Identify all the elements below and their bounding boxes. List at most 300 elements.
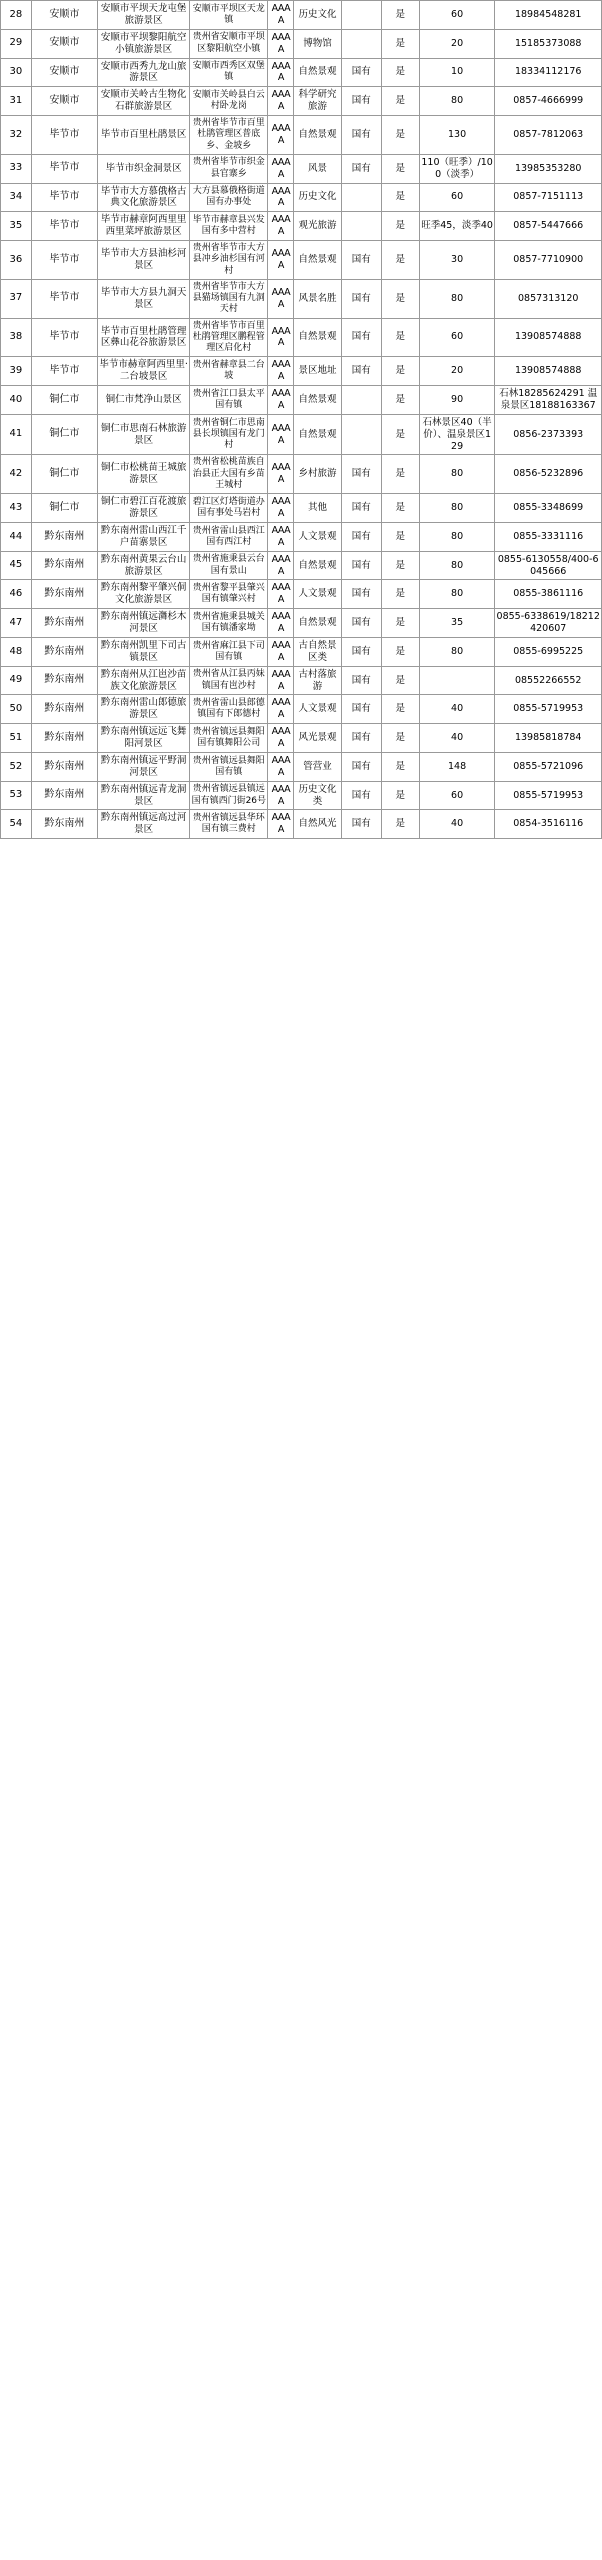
- row-city: 毕节市: [31, 154, 97, 183]
- row-address: 贵州省施秉县城关国有镇潘家坳: [190, 609, 268, 638]
- row-city: 铜仁市: [31, 386, 97, 415]
- row-phone: 0857313120: [495, 279, 602, 318]
- table-row: [1, 318, 602, 357]
- row-address: 安顺市平坝区天龙镇: [190, 1, 268, 30]
- row-open-status: 是: [381, 29, 419, 58]
- row-scenic-name: 黔东南州镇远远飞舞阳河景区: [98, 724, 190, 753]
- row-open-status: 是: [381, 609, 419, 638]
- row-open-status: 是: [381, 494, 419, 523]
- row-index: 53: [1, 781, 32, 810]
- row-phone: 15185373088: [495, 29, 602, 58]
- row-level: AAAA: [268, 87, 294, 116]
- row-city: 毕节市: [31, 116, 97, 155]
- row-open-status: 是: [381, 522, 419, 551]
- row-address: 贵州省赫章县二台坡: [190, 357, 268, 386]
- row-index: 31: [1, 87, 32, 116]
- row-level: AAAA: [268, 666, 294, 695]
- row-index: 42: [1, 455, 32, 494]
- row-scenic-name: 毕节市百里杜鹃景区: [98, 116, 190, 155]
- row-scenic-name: 黔东南州黄果云台山旅游景区: [98, 551, 190, 580]
- row-type: 风景名胜: [294, 279, 341, 318]
- row-city: 铜仁市: [31, 455, 97, 494]
- row-scenic-name: 黔东南州镇远平野洞河景区: [98, 752, 190, 781]
- row-address: 大方县慕俄格街道国有办事处: [190, 183, 268, 212]
- row-open-status: 是: [381, 58, 419, 87]
- row-address: 毕节市赫章县兴发国有多中营村: [190, 212, 268, 241]
- row-level: AAAA: [268, 752, 294, 781]
- row-ticket-price: 90: [419, 386, 495, 415]
- row-index: 32: [1, 116, 32, 155]
- table-row: [1, 1, 602, 30]
- row-open-status: 是: [381, 357, 419, 386]
- row-level: AAAA: [268, 116, 294, 155]
- row-index: 29: [1, 29, 32, 58]
- row-type: 景区地址: [294, 357, 341, 386]
- row-city: 安顺市: [31, 58, 97, 87]
- row-city: 安顺市: [31, 1, 97, 30]
- row-city: 黔东南州: [31, 666, 97, 695]
- table-body: [1, 1, 602, 839]
- row-type: 自然景观: [294, 609, 341, 638]
- row-level: AAAA: [268, 357, 294, 386]
- row-type: 自然风光: [294, 810, 341, 839]
- row-type: 自然景观: [294, 318, 341, 357]
- row-open-status: 是: [381, 154, 419, 183]
- row-address: 贵州省毕节市百里杜鹃管理区鹏程管理区启化村: [190, 318, 268, 357]
- row-phone: 13985818784: [495, 724, 602, 753]
- row-index: 28: [1, 1, 32, 30]
- row-city: 毕节市: [31, 357, 97, 386]
- row-ticket-price: 10: [419, 58, 495, 87]
- row-address: 贵州省施秉县云台国有景山: [190, 551, 268, 580]
- row-city: 黔东南州: [31, 724, 97, 753]
- row-address: 贵州省毕节市百里杜鹃管理区普底乡、金坡乡: [190, 116, 268, 155]
- row-open-status: 是: [381, 551, 419, 580]
- row-scenic-name: 安顺市平坝黎阳航空小镇旅游景区: [98, 29, 190, 58]
- row-open-status: 是: [381, 1, 419, 30]
- row-scenic-name: 毕节市织金洞景区: [98, 154, 190, 183]
- row-address: 贵州省镇远县舞阳国有镇: [190, 752, 268, 781]
- row-type: 科学研究旅游: [294, 87, 341, 116]
- table-row: [1, 637, 602, 666]
- table-row: [1, 455, 602, 494]
- row-type: 人文景观: [294, 580, 341, 609]
- row-scenic-name: 黔东南州黎平肇兴侗文化旅游景区: [98, 580, 190, 609]
- row-type: 自然景观: [294, 241, 341, 280]
- row-open-status: 是: [381, 810, 419, 839]
- row-open-status: 是: [381, 279, 419, 318]
- row-address: 安顺市西秀区双堡镇: [190, 58, 268, 87]
- row-type: 风景: [294, 154, 341, 183]
- row-ownership: 国有: [341, 522, 381, 551]
- row-ticket-price: 40: [419, 810, 495, 839]
- table-row: [1, 29, 602, 58]
- row-index: 54: [1, 810, 32, 839]
- table-row: [1, 212, 602, 241]
- table-row: [1, 695, 602, 724]
- row-level: AAAA: [268, 810, 294, 839]
- row-ownership: 国有: [341, 455, 381, 494]
- row-index: 41: [1, 414, 32, 455]
- row-ticket-price: [419, 666, 495, 695]
- table-row: [1, 810, 602, 839]
- row-index: 43: [1, 494, 32, 523]
- table-row: [1, 279, 602, 318]
- row-city: 黔东南州: [31, 695, 97, 724]
- row-level: AAAA: [268, 318, 294, 357]
- row-address: 贵州省镇远县华环国有镇三费村: [190, 810, 268, 839]
- table-row: [1, 781, 602, 810]
- row-ownership: 国有: [341, 724, 381, 753]
- row-level: AAAA: [268, 154, 294, 183]
- row-phone: 13908574888: [495, 357, 602, 386]
- row-ownership: [341, 386, 381, 415]
- row-index: 30: [1, 58, 32, 87]
- row-type: 历史文化: [294, 183, 341, 212]
- row-ownership: 国有: [341, 279, 381, 318]
- row-scenic-name: 毕节市百里杜鹃管理区彝山花谷旅游景区: [98, 318, 190, 357]
- row-open-status: 是: [381, 116, 419, 155]
- row-ticket-price: 80: [419, 279, 495, 318]
- row-scenic-name: 安顺市平坝天龙屯堡旅游景区: [98, 1, 190, 30]
- row-address: 贵州省从江县丙妹镇国有岜沙村: [190, 666, 268, 695]
- row-level: AAAA: [268, 580, 294, 609]
- row-ticket-price: 60: [419, 183, 495, 212]
- row-scenic-name: 黔东南州从江岜沙苗族文化旅游景区: [98, 666, 190, 695]
- row-ownership: 国有: [341, 318, 381, 357]
- row-type: 自然景观: [294, 551, 341, 580]
- row-ticket-price: 20: [419, 29, 495, 58]
- row-level: AAAA: [268, 695, 294, 724]
- table-row: [1, 241, 602, 280]
- row-phone: 0855-3331116: [495, 522, 602, 551]
- table-row: [1, 724, 602, 753]
- row-ownership: 国有: [341, 87, 381, 116]
- row-ticket-price: 20: [419, 357, 495, 386]
- row-ticket-price: 130: [419, 116, 495, 155]
- row-address: 贵州省雷山县西江国有西江村: [190, 522, 268, 551]
- row-ticket-price: 60: [419, 318, 495, 357]
- row-ticket-price: 80: [419, 637, 495, 666]
- scenic-spots-table: [0, 0, 602, 839]
- row-ownership: 国有: [341, 609, 381, 638]
- row-address: 贵州省毕节市大方县猫场镇国有九洞天村: [190, 279, 268, 318]
- row-level: AAAA: [268, 522, 294, 551]
- row-scenic-name: 毕节市赫章阿西里里西里菜坪旅游景区: [98, 212, 190, 241]
- row-city: 毕节市: [31, 279, 97, 318]
- row-open-status: 是: [381, 318, 419, 357]
- row-city: 黔东南州: [31, 752, 97, 781]
- row-type: 自然景观: [294, 386, 341, 415]
- row-ownership: 国有: [341, 58, 381, 87]
- row-open-status: 是: [381, 724, 419, 753]
- row-phone: 0857-7710900: [495, 241, 602, 280]
- row-city: 黔东南州: [31, 609, 97, 638]
- row-type: 自然景观: [294, 116, 341, 155]
- row-ownership: [341, 414, 381, 455]
- row-type: 其他: [294, 494, 341, 523]
- row-phone: 18984548281: [495, 1, 602, 30]
- row-index: 52: [1, 752, 32, 781]
- row-address: 贵州省麻江县下司国有镇: [190, 637, 268, 666]
- row-ticket-price: 60: [419, 781, 495, 810]
- row-ticket-price: 148: [419, 752, 495, 781]
- row-index: 47: [1, 609, 32, 638]
- row-scenic-name: 毕节市大方县九洞天景区: [98, 279, 190, 318]
- table-row: [1, 609, 602, 638]
- row-open-status: 是: [381, 637, 419, 666]
- table-row: [1, 494, 602, 523]
- row-index: 33: [1, 154, 32, 183]
- row-address: 贵州省安顺市平坝区黎阳航空小镇: [190, 29, 268, 58]
- row-ticket-price: 60: [419, 1, 495, 30]
- row-address: 贵州省松桃苗族自治县正大国有乡苗王城村: [190, 455, 268, 494]
- row-type: 古村落旅游: [294, 666, 341, 695]
- row-phone: 0857-4666999: [495, 87, 602, 116]
- row-level: AAAA: [268, 414, 294, 455]
- row-index: 44: [1, 522, 32, 551]
- scenic-spots-table-sheet: [0, 0, 602, 839]
- row-address: 安顺市关岭县白云村卧龙岗: [190, 87, 268, 116]
- table-row: [1, 357, 602, 386]
- row-phone: 0856-5232896: [495, 455, 602, 494]
- row-type: 自然景观: [294, 414, 341, 455]
- row-phone: 0855-5719953: [495, 695, 602, 724]
- row-ticket-price: 80: [419, 580, 495, 609]
- row-ticket-price: 40: [419, 724, 495, 753]
- row-phone: 0855-5721096: [495, 752, 602, 781]
- row-index: 40: [1, 386, 32, 415]
- row-address: 贵州省雷山县郎德镇国有下郎德村: [190, 695, 268, 724]
- row-level: AAAA: [268, 183, 294, 212]
- row-level: AAAA: [268, 58, 294, 87]
- row-ownership: 国有: [341, 752, 381, 781]
- row-phone: 石林18285624291 温泉景区18188163367: [495, 386, 602, 415]
- row-city: 安顺市: [31, 87, 97, 116]
- row-level: AAAA: [268, 29, 294, 58]
- row-ownership: 国有: [341, 116, 381, 155]
- row-address: 贵州省江口县太平国有镇: [190, 386, 268, 415]
- row-open-status: 是: [381, 580, 419, 609]
- row-open-status: 是: [381, 212, 419, 241]
- row-ownership: [341, 183, 381, 212]
- row-open-status: 是: [381, 752, 419, 781]
- row-level: AAAA: [268, 279, 294, 318]
- row-index: 38: [1, 318, 32, 357]
- row-scenic-name: 铜仁市思南石林旅游景区: [98, 414, 190, 455]
- row-scenic-name: 黔东南州镇远青龙洞景区: [98, 781, 190, 810]
- row-address: 碧江区灯塔街道办国有事处马岩村: [190, 494, 268, 523]
- row-address: 贵州省镇远县舞阳国有镇舞阳公司: [190, 724, 268, 753]
- row-ownership: [341, 29, 381, 58]
- row-address: 贵州省铜仁市思南县长坝镇国有龙门村: [190, 414, 268, 455]
- row-type: 风光景观: [294, 724, 341, 753]
- table-row: [1, 386, 602, 415]
- row-phone: 0855-6995225: [495, 637, 602, 666]
- row-type: 古自然景区类: [294, 637, 341, 666]
- row-address: 贵州省毕节市大方县冲乡油杉国有河村: [190, 241, 268, 280]
- table-row: [1, 752, 602, 781]
- row-level: AAAA: [268, 724, 294, 753]
- row-phone: 0855-6130558/400-6045666: [495, 551, 602, 580]
- row-scenic-name: 黔东南州镇远㵲杉木河景区: [98, 609, 190, 638]
- row-scenic-name: 安顺市关岭古生物化石群旅游景区: [98, 87, 190, 116]
- row-open-status: 是: [381, 183, 419, 212]
- table-row: [1, 666, 602, 695]
- row-index: 49: [1, 666, 32, 695]
- row-ownership: [341, 1, 381, 30]
- row-city: 黔东南州: [31, 580, 97, 609]
- row-city: 黔东南州: [31, 522, 97, 551]
- row-index: 46: [1, 580, 32, 609]
- row-level: AAAA: [268, 241, 294, 280]
- table-row: [1, 551, 602, 580]
- row-type: 历史文化类: [294, 781, 341, 810]
- row-ownership: 国有: [341, 637, 381, 666]
- row-phone: 0855-3861116: [495, 580, 602, 609]
- row-scenic-name: 毕节市赫章阿西里里·二台坡景区: [98, 357, 190, 386]
- row-type: 博物馆: [294, 29, 341, 58]
- row-open-status: 是: [381, 455, 419, 494]
- row-scenic-name: 黔东南州凯里下司古镇景区: [98, 637, 190, 666]
- row-level: AAAA: [268, 637, 294, 666]
- row-phone: 0857-5447666: [495, 212, 602, 241]
- row-phone: 13908574888: [495, 318, 602, 357]
- table-row: [1, 522, 602, 551]
- row-level: AAAA: [268, 386, 294, 415]
- row-city: 毕节市: [31, 212, 97, 241]
- row-ownership: 国有: [341, 494, 381, 523]
- row-ownership: 国有: [341, 666, 381, 695]
- row-index: 34: [1, 183, 32, 212]
- table-row: [1, 87, 602, 116]
- row-type: 管营业: [294, 752, 341, 781]
- row-scenic-name: 安顺市西秀九龙山旅游景区: [98, 58, 190, 87]
- row-ownership: 国有: [341, 580, 381, 609]
- row-ticket-price: 80: [419, 551, 495, 580]
- table-row: [1, 414, 602, 455]
- row-ownership: 国有: [341, 357, 381, 386]
- row-phone: 13985353280: [495, 154, 602, 183]
- row-city: 黔东南州: [31, 551, 97, 580]
- row-ownership: 国有: [341, 810, 381, 839]
- row-level: AAAA: [268, 494, 294, 523]
- row-phone: 0855-5719953: [495, 781, 602, 810]
- row-open-status: 是: [381, 666, 419, 695]
- row-ownership: 国有: [341, 781, 381, 810]
- row-scenic-name: 黔东南州雷山郎德旅游景区: [98, 695, 190, 724]
- row-open-status: 是: [381, 241, 419, 280]
- table-row: [1, 580, 602, 609]
- row-address: 贵州省黎平县肇兴国有镇肇兴村: [190, 580, 268, 609]
- row-city: 黔东南州: [31, 637, 97, 666]
- row-type: 乡村旅游: [294, 455, 341, 494]
- row-scenic-name: 毕节市大方县油杉河景区: [98, 241, 190, 280]
- row-type: 人文景观: [294, 522, 341, 551]
- row-ownership: 国有: [341, 695, 381, 724]
- row-level: AAAA: [268, 781, 294, 810]
- row-city: 毕节市: [31, 241, 97, 280]
- row-phone: 0855-6338619/18212420607: [495, 609, 602, 638]
- row-level: AAAA: [268, 551, 294, 580]
- row-type: 历史文化: [294, 1, 341, 30]
- row-address: 贵州省毕节市织金县官寨乡: [190, 154, 268, 183]
- row-index: 37: [1, 279, 32, 318]
- row-open-status: 是: [381, 87, 419, 116]
- row-open-status: 是: [381, 781, 419, 810]
- row-scenic-name: 铜仁市碧江百花渡旅游景区: [98, 494, 190, 523]
- table-row: [1, 154, 602, 183]
- row-index: 45: [1, 551, 32, 580]
- row-index: 39: [1, 357, 32, 386]
- row-ticket-price: 30: [419, 241, 495, 280]
- row-open-status: 是: [381, 414, 419, 455]
- row-city: 铜仁市: [31, 414, 97, 455]
- row-phone: 08552266552: [495, 666, 602, 695]
- row-ownership: [341, 212, 381, 241]
- row-ticket-price: 80: [419, 87, 495, 116]
- row-open-status: 是: [381, 386, 419, 415]
- row-city: 黔东南州: [31, 781, 97, 810]
- row-phone: 0855-3348699: [495, 494, 602, 523]
- row-type: 人文景观: [294, 695, 341, 724]
- row-level: AAAA: [268, 212, 294, 241]
- row-address: 贵州省镇远县镇远国有镇西门街26号: [190, 781, 268, 810]
- row-phone: 0857-7151113: [495, 183, 602, 212]
- row-index: 36: [1, 241, 32, 280]
- row-ownership: 国有: [341, 551, 381, 580]
- row-ownership: 国有: [341, 154, 381, 183]
- row-scenic-name: 铜仁市松桃苗王城旅游景区: [98, 455, 190, 494]
- table-row: [1, 116, 602, 155]
- row-index: 35: [1, 212, 32, 241]
- row-city: 毕节市: [31, 318, 97, 357]
- row-phone: 0854-3516116: [495, 810, 602, 839]
- row-ticket-price: 35: [419, 609, 495, 638]
- row-scenic-name: 黔东南州镇远高过河景区: [98, 810, 190, 839]
- row-ticket-price: 80: [419, 455, 495, 494]
- row-ticket-price: 110（旺季）/100（淡季）: [419, 154, 495, 183]
- row-ticket-price: 旺季45，淡季40: [419, 212, 495, 241]
- table-row: [1, 183, 602, 212]
- row-index: 51: [1, 724, 32, 753]
- table-row: [1, 58, 602, 87]
- row-level: AAAA: [268, 609, 294, 638]
- row-type: 观光旅游: [294, 212, 341, 241]
- row-city: 毕节市: [31, 183, 97, 212]
- row-open-status: 是: [381, 695, 419, 724]
- row-phone: 0856-2373393: [495, 414, 602, 455]
- row-ticket-price: 80: [419, 494, 495, 523]
- row-index: 48: [1, 637, 32, 666]
- row-scenic-name: 黔东南州雷山西江千户苗寨景区: [98, 522, 190, 551]
- row-phone: 18334112176: [495, 58, 602, 87]
- row-level: AAAA: [268, 1, 294, 30]
- row-scenic-name: 毕节市大方慕俄格古典文化旅游景区: [98, 183, 190, 212]
- row-scenic-name: 铜仁市梵净山景区: [98, 386, 190, 415]
- row-city: 铜仁市: [31, 494, 97, 523]
- row-level: AAAA: [268, 455, 294, 494]
- row-ticket-price: 80: [419, 522, 495, 551]
- row-ticket-price: 40: [419, 695, 495, 724]
- row-ownership: 国有: [341, 241, 381, 280]
- row-city: 黔东南州: [31, 810, 97, 839]
- row-type: 自然景观: [294, 58, 341, 87]
- row-phone: 0857-7812063: [495, 116, 602, 155]
- row-ticket-price: 石林景区40（半价）、温泉景区129: [419, 414, 495, 455]
- row-index: 50: [1, 695, 32, 724]
- row-city: 安顺市: [31, 29, 97, 58]
